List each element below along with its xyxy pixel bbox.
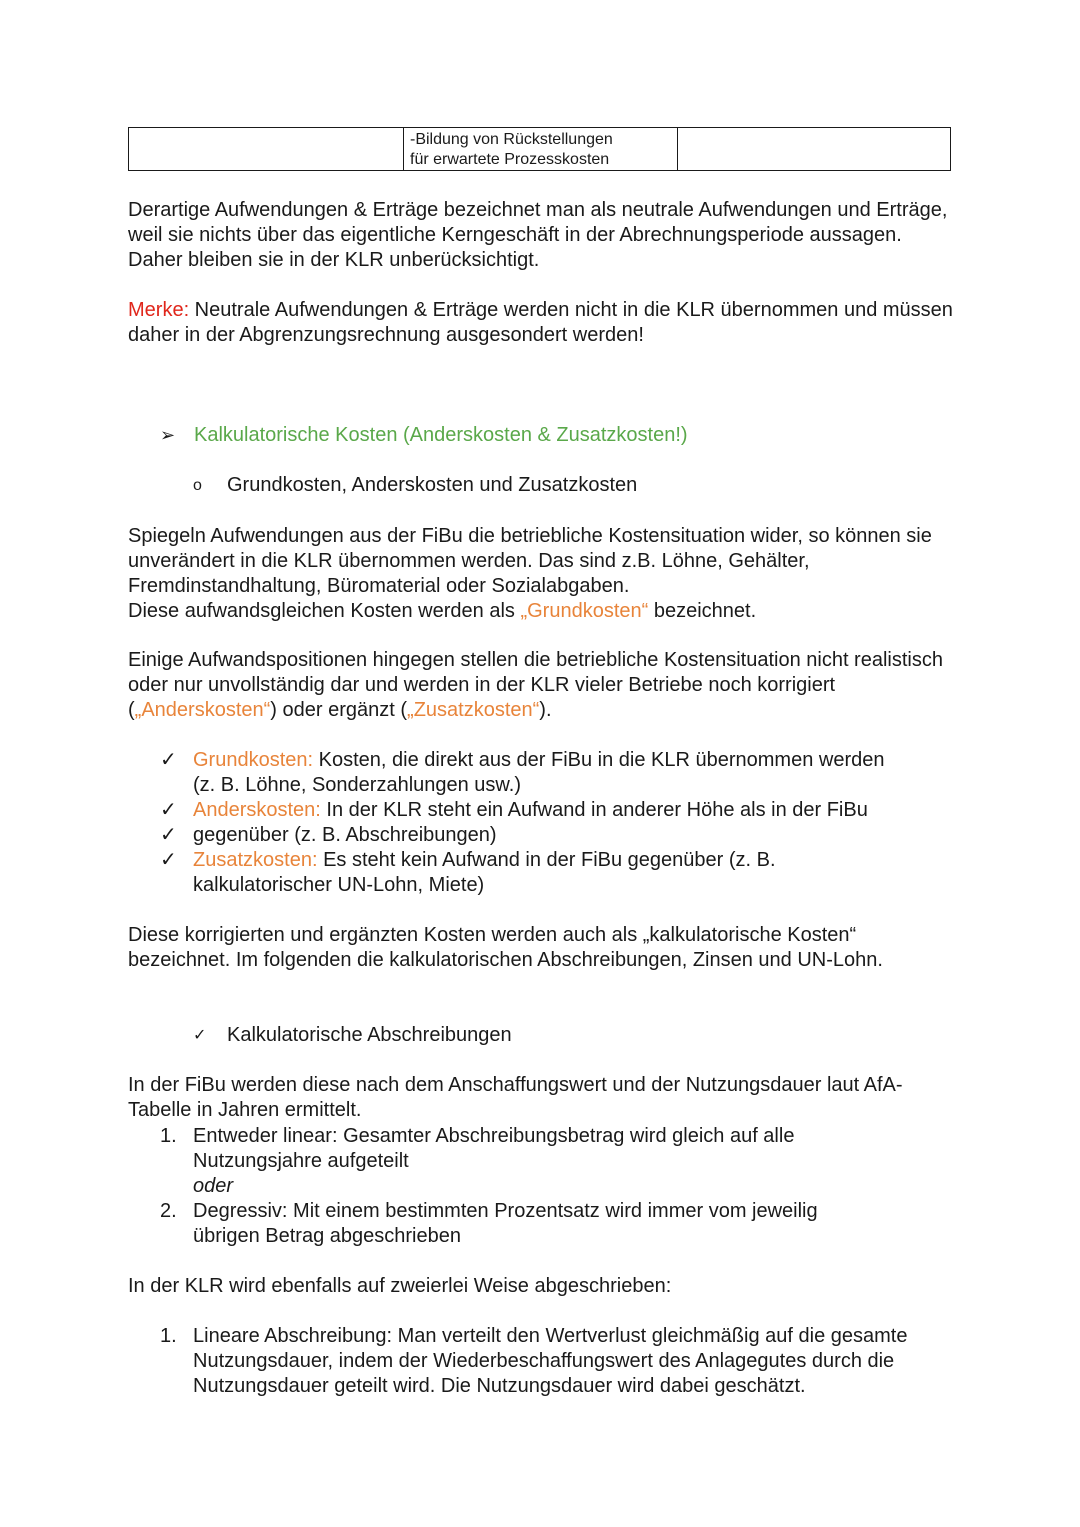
check-icon: ✓ <box>160 849 177 871</box>
paragraph-neutral-expenses: Derartige Aufwendungen & Erträge bezeichnet man als neutrale Aufwendungen und Erträge, weil sie nichts über das eigentliche Kerngeschäft in der Abrechnungsperiode aussagen. Daher bleiben sie in der KLR unberücksichtigt. <box>128 199 948 271</box>
list-item: 1. Entweder linear: Gesamter Abschreibungsbetrag wird gleich auf alle Nutzungsjahre aufgeteilt oder <box>160 1125 795 1197</box>
term-anderskosten: „Anderskosten“ <box>134 699 271 721</box>
table-cell-empty-left <box>129 128 404 170</box>
table-fragment <box>128 127 951 171</box>
table-cell-empty-right <box>678 128 950 170</box>
list-item: 1. Lineare Abschreibung: Man verteilt den Wertverlust gleichmäßig auf die gesamte Nutzungsdauer, indem der Wiederbeschaffungswert des Anlagegutes durch die Nutzungsdauer geteilt wird. Die Nutzungsdauer wird dabei geschätzt. <box>160 1325 908 1397</box>
merke-label: Merke: <box>128 299 190 321</box>
list-item: ✓ gegenüber (z. B. Abschreibungen) <box>160 824 497 846</box>
table-cell-line: -Bildung von Rückstellungen <box>410 131 613 148</box>
list-item: ✓ Anderskosten: In der KLR steht ein Aufwand in anderer Höhe als in der FiBu <box>160 799 868 821</box>
merke-text: Neutrale Aufwendungen & Erträge werden nicht in die KLR übernommen und müssen daher in der Abgrenzungsrechnung ausgesondert werden! <box>128 299 953 346</box>
check-icon: ✓ <box>193 1027 207 1044</box>
list-item: 2. Degressiv: Mit einem bestimmten Prozentsatz wird immer vom jeweilig übrigen Betrag abgeschrieben <box>160 1200 818 1247</box>
merke-note <box>128 298 958 348</box>
paragraph-fibu-abschreibung: In der FiBu werden diese nach dem Anschaffungswert und der Nutzungsdauer laut AfA-Tabelle in Jahren ermittelt. <box>128 1074 903 1121</box>
checklist-cost-types <box>160 748 960 898</box>
check-icon: ✓ <box>160 824 177 846</box>
term-zusatzkosten: „Zusatzkosten“ <box>407 699 540 721</box>
paragraph-text: Spiegeln Aufwendungen aus der FiBu die betriebliche Kostensituation wider, so können sie unverändert in die KLR übernommen werden. Das sind z.B. Löhne, Gehälter, Fremdinstandhaltung, Büromaterial oder Sozialabgaben. <box>128 525 932 597</box>
section-heading-text: Kalkulatorische Kosten (Anderskosten & Zusatzkosten!) <box>194 424 688 446</box>
list-item: ✓ Zusatzkosten: Es steht kein Aufwand in der FiBu gegenüber (z. B. kalkulatorischer UN-Lohn, Miete) <box>160 849 776 896</box>
table-cell-middle <box>404 128 678 170</box>
subheading-text: Kalkulatorische Abschreibungen <box>227 1024 512 1046</box>
paragraph-klr-abschreibung: In der KLR wird ebenfalls auf zweierlei Weise abgeschrieben: <box>128 1275 672 1297</box>
term-grundkosten: „Grundkosten“ <box>520 600 649 622</box>
check-icon: ✓ <box>160 799 177 821</box>
section-heading-kalkulatorische-kosten <box>160 423 688 448</box>
subheading-text: Grundkosten, Anderskosten und Zusatzkosten <box>227 474 638 496</box>
arrow-bullet-icon: ➢ <box>160 425 176 445</box>
paragraph-grundkosten <box>128 524 958 624</box>
paragraph-text: Diese aufwandsgleichen Kosten werden als „Grundkosten“ bezeichnet. <box>128 600 757 622</box>
numbered-list-klr <box>160 1324 920 1399</box>
circle-bullet-icon: o <box>193 477 202 494</box>
list-item: ✓ Grundkosten: Kosten, die direkt aus der FiBu in die KLR übernommen werden (z. B. Löhne, Sonderzahlungen usw.) <box>160 749 885 796</box>
check-icon: ✓ <box>160 749 177 771</box>
paragraph-kalkulatorische-kosten: Diese korrigierten und ergänzten Kosten werden auch als „kalkulatorische Kosten“ bezeichnet. Im folgenden die kalkulatorischen Abschreibungen, Zinsen und UN-Lohn. <box>128 924 883 971</box>
subheading-grundkosten <box>193 473 637 498</box>
numbered-list-fibu <box>160 1124 950 1249</box>
paragraph-anders-zusatz: Einige Aufwandspositionen hingegen stellen die betriebliche Kostensituation nicht realistisch oder nur unvollständig dar und werden in der KLR vieler Betriebe noch korrigiert („Anderskosten“) oder ergänzt („Zusatzkosten“). <box>128 649 943 721</box>
table-cell-line: für erwartete Prozesskosten <box>410 151 610 168</box>
subheading-abschreibungen <box>193 1023 512 1048</box>
